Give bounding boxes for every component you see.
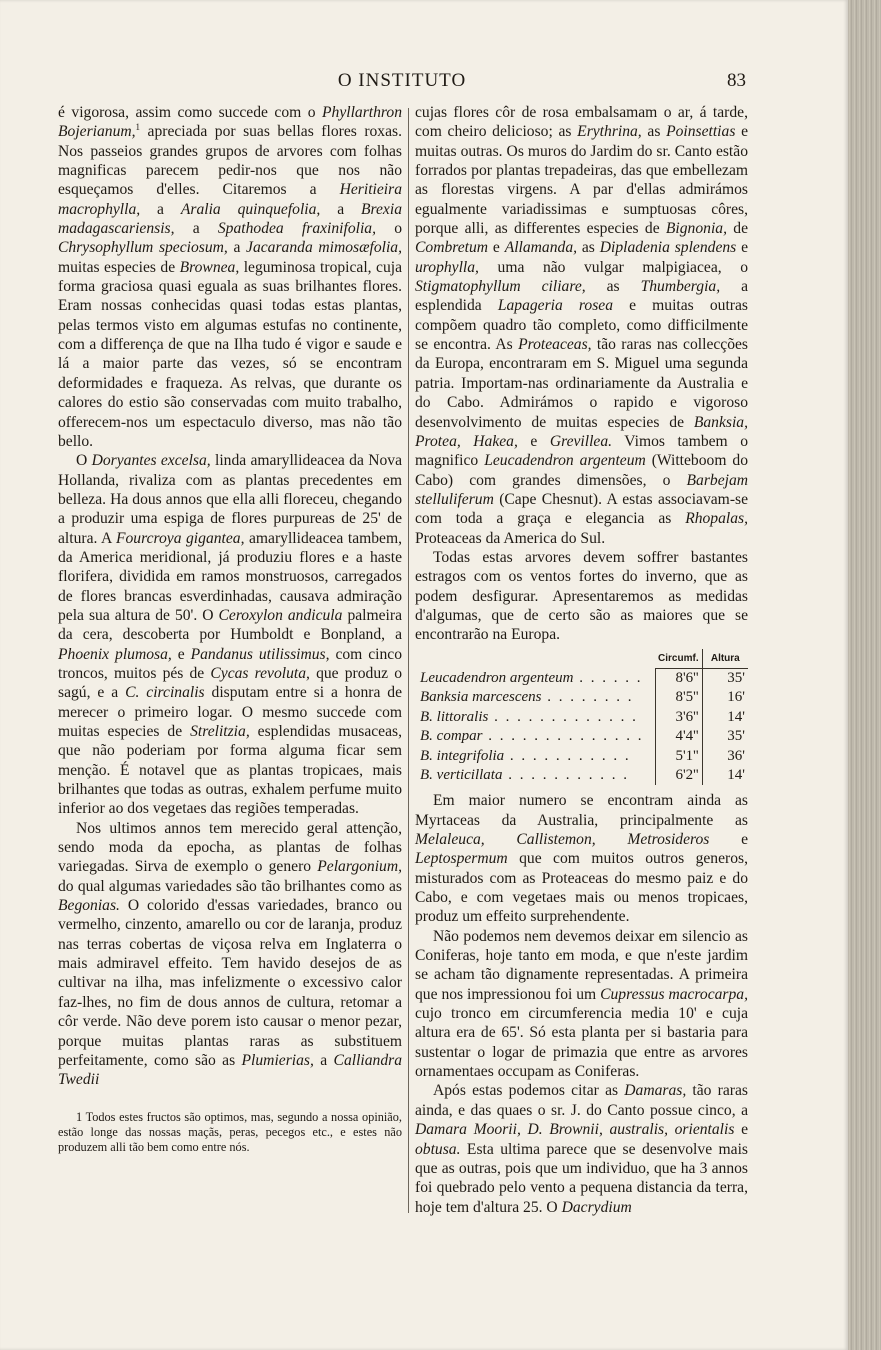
paragraph: Após estas podemos citar as Damaras, tão raras ainda, e das quaes o sr. J. do Canto possue cinco, a Damara Moorii, D. Brownii, australis, orientalis e obtusa. Esta ultima parece que se desenvolve mais que as outras, pois que um individuo, que ha 3 annos foi quebrado pelo vento a pequena distancia da terra, hoje tem d'altura 25. O Dacrydium [415, 1082, 748, 1216]
footnote-ref: 1 [135, 122, 141, 133]
height-value: 35' [702, 668, 748, 688]
circumference-value: 5'1'' [655, 747, 702, 766]
species-name: Banksia marcescens [420, 689, 542, 706]
circumference-value: 8'5'' [655, 688, 702, 707]
species-name: Leucadendron argenteum [420, 669, 574, 686]
journal-title: O INSTITUTO [337, 70, 467, 91]
footnote: 1 Todos estes fructos são optimos, mas, segundo a nossa opinião, estão longe das nossas maçãs, peras, pecegos etc., e estes não produzem alli tão bem como entre nós. [58, 1109, 402, 1154]
species-name: B. littoralis [420, 708, 489, 725]
paragraph: Nos ultimos annos tem merecido geral attenção, sendo moda da epocha, as plantas de folhas variegadas. Sirva de exemplo o genero Pelargonium, do qual algumas variedades são tão brilhantes como as Begonias. O colorido d'essas variedades, branco ou vermelho, cinzento, amarello ou cor de laranja, produz nas terras cobertas de viçosa relva em Inglaterra o mais admiravel effeito. Tem havido desejos de as cultivar na ilha, mas infelizmente o excessivo calor faz-lhes, no fim de dous annos de cultura, retomar a côr verde. Não deve porem isto causar o menor pezar, porque muitas plantas raras as substituem perfeitamente, como são as Plumierias, a Calliandra Twedii [58, 819, 402, 1089]
species-name: B. compar [420, 728, 483, 745]
species-name: B. verticillata [420, 766, 503, 783]
footnote-marker: 1 [76, 1109, 83, 1124]
table-row: Leucadendron argenteum . . . . . . 8'6'' 35' [417, 668, 748, 688]
paragraph: O Doryantes excelsa, linda amaryllideacea da Nova Hollanda, rivaliza com as plantas precedentes em belleza. Ha dous annos que ella alli floreceu, chegando a produzir uma espiga de flores purpureas de 25' de altura. A Fourcroya gigantea, amaryllideacea tambem, da America meridional, já produziu flores e a haste florifera, dividida em ramos monstruosos, carregados de flores brancas esverdinhadas, causava admiração pela sua altura de 50'. O Ceroxylon andicula palmeira da cera, descoberta por Humboldt e Bonpland, a Phoenix plumosa, e Pandanus utilissimus, com cinco troncos, muitos pés de Cycas revoluta, que produz o sagú, e a C. circinalis disputam entre si a honra de merecer o primeiro logar. O mesmo succede com muitas especies de Strelitzia, esplendidas musaceas, que não poderiam por forma alguma ficar sem menção. É notavel que as plantas tropicaes, mais brilhantes que todas as outras, exhalem perfume muito inferior ao dos vegetaes das regiões temperadas. [58, 452, 403, 818]
page-edge [848, 0, 881, 1350]
height-value: 35' [702, 727, 748, 746]
paragraph: cujas flores côr de rosa embalsamam o ar, á tarde, com cheiro delicioso; as Erythrina, as Poinsettias e muitas outras. Os muros do Jardim do sr. Canto estão forrados por plantas trepadeiras, das que embellezam as florestas virgens. A par d'ellas admirámos egualmente variadissimas e sumptuosas côres, porque alli, as differentes especies de Bignonia, de Combretum e Allamanda, as Dipladenia splendens e urophylla, uma não vulgar malpigiacea, o Stigmatophyllum ciliare, as Thumbergia, a esplendida Lapageria rosea e muitas outras compõem quadro tão completo, como difficilmente se encontra. As Proteaceas, tão raras nas collecções da Europa, encontraram em S. Miguel uma segunda patria. Importam-nas ordinariamente da Australia e do Cabo. Admirámos o rapido e vigoroso desenvolvimento de muitas especies de Banksia, Protea, Hakea, e Grevillea. Vimos tambem o magnifico Leucadendron argenteum (Witteboom do Cabo) com grandes dimensões, o Barbejam stelluliferum (Cape Chesnut). A estas associavam-se com toda a graça e elegancia as Rhopalas, Proteaceas da America do Sul. [415, 104, 749, 547]
left-column [58, 103, 402, 1155]
column-divider [408, 108, 409, 1213]
measurements-table [417, 649, 748, 786]
header-height: Altura [702, 649, 748, 669]
paragraph: é vigorosa, assim como succede com o Phyllarthron Bojerianum,$^1$ apreciada por suas bellas flores roxas. Nos passeios grandes grupos de arvores com folhas magnificas parecem pedir-nos que nos não esqueçamos d'elles. Citaremos a Heritieira macrophylla, a Aralia quinquefolia, a Brexia madagascariensis, a Spathodea fraxinifolia, o Chrysophyllum speciosum, a Jacaranda mimosæfolia, muitas especies de Brownea, leguminosa tropical, cuja forma graciosa quasi eguala as suas brilhantes flores. Eram nossas conhecidas quasi todas estas plantas, pelas termos visto em algumas estufas no continente, com a differença de que na Ilha tudo é vigor e saude e lá a maior parte das vezes, só se encontram deformidades e fraqueza. As relvas, que durante os calores do estio são conservadas com muito trabalho, offerecem-nos um espectaculo diverso, mas não tão bello. [58, 104, 403, 450]
page-number: 83 [727, 70, 746, 91]
table-row: Banksia marcescens . . . . . . . . 8'5'' 16' [417, 688, 748, 707]
circumference-value: 8'6'' [655, 668, 702, 688]
height-value: 14' [702, 708, 748, 727]
paragraph: Em maior numero se encontram ainda as Myrtaceas da Australia, principalmente as Melaleuca, Callistemon, Metrosideros e Leptospermum que com muitos outros generos, misturados com as Proteaceas do mesmo paiz e do Cabo, e com vegetaes mais ou menos tropicaes, produz um effeito surprehendente. [415, 792, 748, 926]
circumference-value: 4'4'' [655, 727, 702, 746]
circumference-value: 3'6'' [655, 708, 702, 727]
species-name: B. integrifolia [420, 747, 505, 764]
table-row: B. littoralis . . . . . . . . . . . . . 3'6'' 14' [417, 708, 748, 727]
header-circumference: Circumf. [655, 649, 702, 669]
table-row: B. verticillata . . . . . . . . . . . 6'2'' 14' [417, 766, 748, 785]
table-header-spacer [417, 649, 655, 669]
paragraph: Todas estas arvores devem soffrer bastantes estragos com os ventos fortes do inverno, que as podem desfigurar. Apresentaremos as medidas d'algumas, que de certo são as maiores que se encontrarão na Europa. [415, 548, 748, 644]
height-value: 14' [702, 766, 748, 785]
right-column [415, 103, 748, 1217]
footnote-separator [58, 1090, 402, 1104]
height-value: 16' [702, 688, 748, 707]
running-head [58, 70, 746, 96]
table-header-row [417, 649, 748, 669]
paragraph: Não podemos nem devemos deixar em silencio as Coniferas, hoje tanto em moda, e que n'este jardim se acham tão dignamente representadas. A primeira que nos impressionou foi um Cupressus macrocarpa, cujo tronco em circumferencia media 10' e cuja altura era de 65'. Só esta planta per si bastaria para sustentar o logar de primazia que entre as arvores ornamentaes occupam as Coniferas. [415, 927, 748, 1081]
table-row: B. compar . . . . . . . . . . . . . . 4'4'' 35' [417, 727, 748, 746]
height-value: 36' [702, 747, 748, 766]
circumference-value: 6'2'' [655, 766, 702, 785]
table-row: B. integrifolia . . . . . . . . . . . 5'1'' 36' [417, 747, 748, 766]
